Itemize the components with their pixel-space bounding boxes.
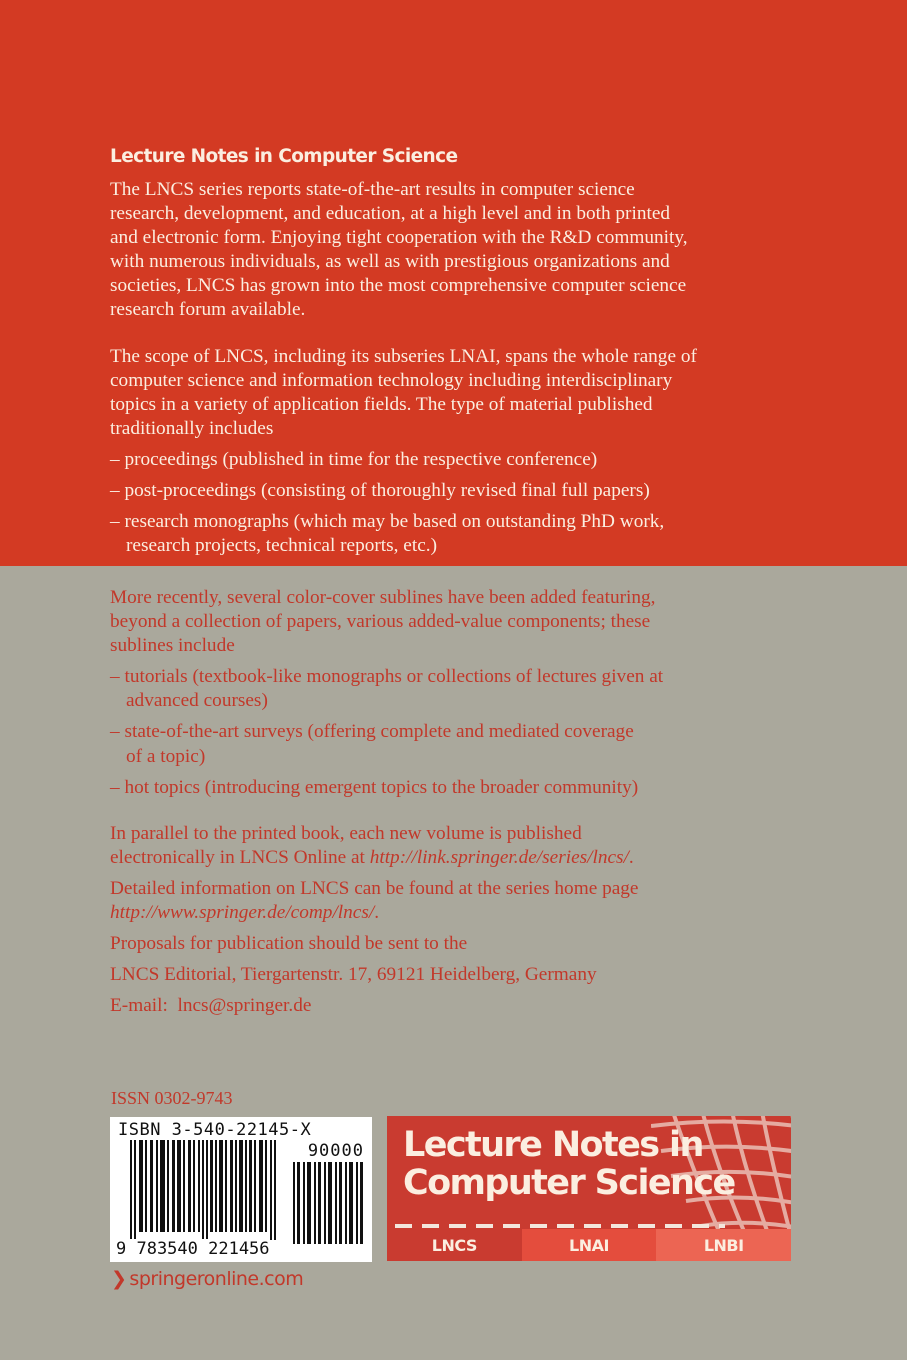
issn-number: ISSN 0302-9743	[111, 1088, 233, 1108]
list-item-monographs: – research monographs (which may be based on outstanding PhD work, research projects, technical reports, etc.)	[110, 511, 665, 557]
intro-paragraph: The LNCS series reports state-of-the-art results in computer science research, development, and education, at a high level and in both printed and electronic form. Enjoying tight cooperation with the R&D community, with numerous individuals, as well as with prestigious organizations and societies, LNCS has grown into the most comprehensive computer science research forum available.	[110, 179, 688, 321]
list-item-surveys: – state-of-the-art surveys (offering complete and mediated coverage of a topic)	[110, 721, 634, 767]
list-item-proceedings: – proceedings (published in time for the respective conference)	[110, 448, 598, 470]
scope-paragraph: The scope of LNCS, including its subseries LNAI, spans the whole range of computer science and information technology including interdisciplinary topics in a variety of application fields. The type of material published traditionally includes	[110, 345, 697, 439]
list-item-hot-topics: – hot topics (introducing emergent topics to the broader community)	[110, 776, 639, 798]
editorial-address: LNCS Editorial, Tiergartenstr. 17, 69121 Heidelberg, Germany	[110, 964, 597, 986]
tab-lncs: LNCS	[387, 1229, 522, 1261]
email-link[interactable]: lncs@springer.de	[177, 995, 312, 1017]
proposals-text: Proposals for publication should be sent to the	[110, 933, 468, 955]
springer-website-link[interactable]: ❯ springeronline.com	[111, 1268, 304, 1290]
series-title: Lecture Notes in Computer Science	[110, 146, 458, 167]
isbn-barcode	[110, 1117, 372, 1262]
online-paragraph: In parallel to the printed book, each new volume is published electronically in LNCS Online at http://link.springer.de/series/lncs/.	[110, 822, 634, 868]
logo-tabs	[387, 1229, 791, 1261]
barcode-bars-icon	[130, 1140, 280, 1240]
bottom-text-block	[110, 586, 810, 1018]
addon-bars-icon	[293, 1162, 365, 1244]
ean-number: 9 783540 221456	[116, 1239, 270, 1259]
top-text-block	[110, 178, 810, 558]
logo-title: Lecture Notes in Computer Science	[403, 1125, 735, 1203]
lncs-online-link[interactable]: http://link.springer.de/series/lncs/	[369, 846, 629, 868]
lncs-logo	[387, 1116, 791, 1261]
sublines-paragraph: More recently, several color-cover sublines have been added featuring, beyond a collection of papers, various added-value components; these sublines include	[110, 587, 656, 657]
tab-lnai: LNAI	[522, 1229, 657, 1261]
chevron-right-icon: ❯	[111, 1268, 127, 1290]
email-line: E-mail: lncs@springer.de	[110, 995, 312, 1017]
tab-lnbi: LNBI	[656, 1229, 791, 1261]
barcode-addon: 90000	[307, 1141, 364, 1161]
list-item-post-proceedings: – post-proceedings (consisting of thoroughly revised final full papers)	[110, 480, 650, 502]
logo-dashed-divider	[395, 1224, 725, 1228]
isbn-text: ISBN 3-540-22145-X	[118, 1120, 312, 1140]
list-item-tutorials: – tutorials (textbook-like monographs or collections of lectures given at advanced courses)	[110, 666, 664, 712]
homepage-link[interactable]: http://www.springer.de/comp/lncs/	[110, 902, 375, 924]
homepage-paragraph: Detailed information on LNCS can be found at the series home page http://www.springer.de/comp/lncs/.	[110, 877, 639, 924]
